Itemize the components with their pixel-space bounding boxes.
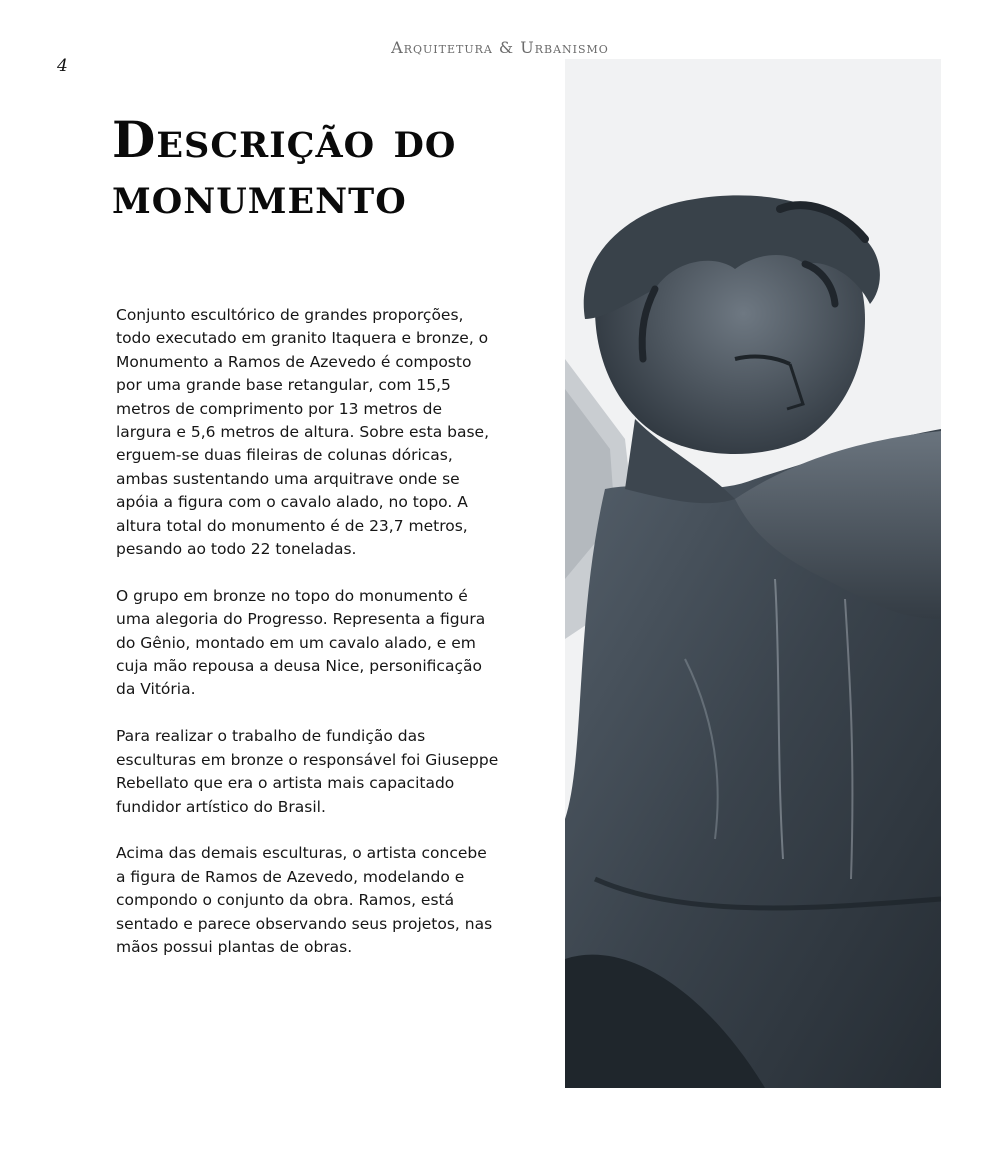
- statue-photo: [565, 59, 941, 1088]
- paragraph-2: O grupo em bronze no topo do monumento é uma alegoria do Progresso. Representa a figura do Gênio, montado em um cavalo alado, e em cuja mão repousa a deusa Nice, personificação da Vitória.: [116, 586, 486, 699]
- page-number: 4: [57, 56, 68, 76]
- paragraph-1: Conjunto escultórico de grandes proporções, todo executado em granito Itaquera e bronze, o Monumento a Ramos de Azevedo é composto por uma grande base retangular, com 15,5 metros de comprimento por 13 metros de largura e 5,6 metros de altura. Sobre esta base, erguem-se duas fileiras de colunas dóricas, ambas sustentando uma arquitrave onde se apóia a figura com o cavalo alado, no topo. A altura total do monumento é de 23,7 metros, pesando ao todo 22 toneladas.: [116, 306, 490, 559]
- article-body: [116, 304, 501, 983]
- paragraph-3: Para realizar o trabalho de fundição das esculturas em bronze o responsável foi Giuseppe Rebellato que era o artista mais capacitado fundidor artístico do Brasil.: [116, 727, 499, 816]
- running-header: Arquitetura & Urbanismo: [391, 38, 609, 57]
- paragraph-4: Acima das demais esculturas, o artista concebe a figura de Ramos de Azevedo, modelando e compondo o conjunto da obra. Ramos, está sentado e parece observando seus projetos, nas mãos possui plantas de obras.: [116, 844, 493, 956]
- page-title: Descrição do monumento: [112, 110, 457, 225]
- bronze-statue-illustration: [565, 59, 941, 1088]
